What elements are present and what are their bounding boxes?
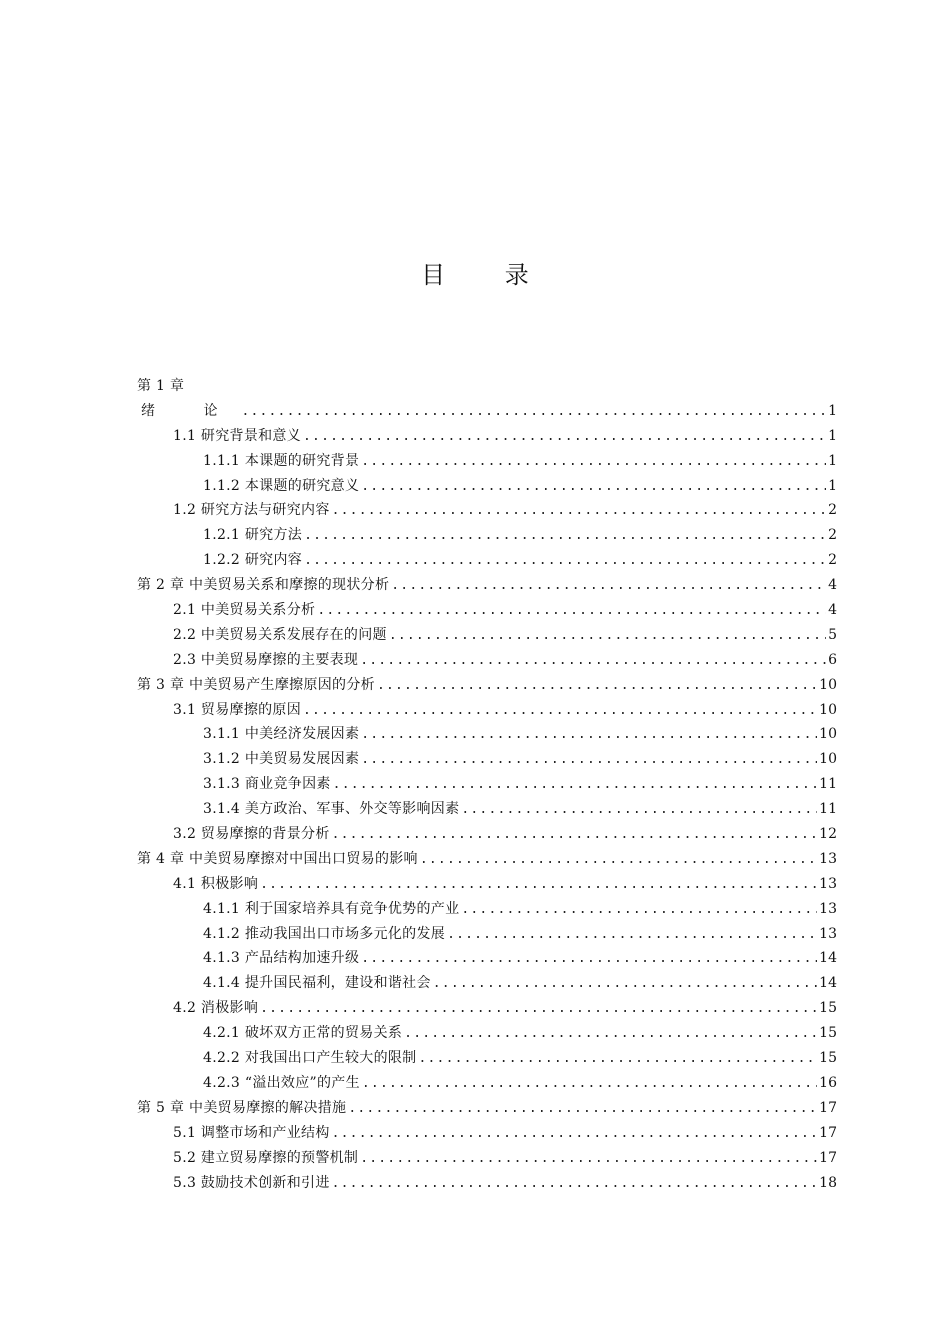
toc-page-number: 17: [819, 1099, 837, 1116]
toc-page-number: 13: [819, 900, 837, 917]
toc-entry[interactable]: [137, 424, 837, 449]
toc-page-number: 2: [828, 552, 837, 569]
toc-dot-leader: [303, 425, 826, 449]
toc-dot-leader: [447, 923, 817, 947]
toc-entry-label: 1.2 研究方法与研究内容: [173, 502, 330, 519]
toc-entry-label: 3.1.3 商业竞争因素: [203, 776, 331, 793]
toc-page-number: 13: [819, 875, 837, 892]
toc-page-number: 14: [819, 950, 837, 967]
toc-page-number: 14: [819, 975, 837, 992]
toc-page-number: 15: [819, 1025, 837, 1042]
toc-entry-label: 第 1 章: [137, 378, 185, 394]
toc-entry-label: 3.2 贸易摩擦的背景分析: [173, 826, 330, 843]
toc-entry[interactable]: [137, 996, 837, 1021]
toc-entry-label: 3.1.4 美方政治、军事、外交等影响因素: [203, 801, 460, 818]
toc-dot-leader: [332, 499, 826, 523]
table-of-contents: [137, 374, 837, 1195]
toc-entry-label: 2.3 中美贸易摩擦的主要表现: [173, 651, 359, 668]
toc-entry-label: 4.1.4 提升国民福利，建设和谐社会: [203, 975, 431, 992]
toc-entry[interactable]: [137, 946, 837, 971]
toc-page-number: 11: [819, 801, 837, 818]
toc-entry-label: 5.3 鼓励技术创新和引进: [173, 1174, 330, 1191]
toc-dot-leader: [332, 1122, 818, 1146]
toc-entry[interactable]: [137, 498, 837, 523]
toc-entry[interactable]: [137, 1146, 837, 1171]
toc-dot-leader: [361, 748, 817, 772]
toc-entry[interactable]: [137, 922, 837, 947]
toc-dot-leader: [348, 1097, 817, 1121]
toc-page-number: 4: [828, 602, 837, 619]
toc-page-number: 10: [819, 701, 837, 718]
toc-entry[interactable]: [137, 722, 837, 747]
toc-entry-label: 第 5 章 中美贸易摩擦的解决措施: [137, 1099, 347, 1116]
toc-page-number: 15: [819, 1000, 837, 1017]
toc-dot-leader: [361, 723, 817, 747]
toc-dot-leader: [303, 699, 817, 723]
toc-entry-label: 4.2.2 对我国出口产生较大的限制: [203, 1050, 417, 1067]
toc-page-number: 17: [819, 1124, 837, 1141]
toc-entry[interactable]: [137, 1121, 837, 1146]
toc-entry[interactable]: [137, 822, 837, 847]
toc-entry-label: 1.1.2 本课题的研究意义: [203, 477, 360, 494]
toc-page-number: 18: [819, 1174, 837, 1191]
toc-entry[interactable]: [137, 548, 837, 573]
toc-entry-label: 2.2 中美贸易关系发展存在的问题: [173, 626, 387, 643]
toc-page-number: 1: [828, 477, 837, 494]
toc-entry[interactable]: [137, 449, 837, 474]
toc-page-number: 17: [819, 1149, 837, 1166]
toc-entry-label: 1.2.1 研究方法: [203, 527, 303, 544]
toc-dot-leader: [433, 972, 817, 996]
toc-dot-leader: [304, 549, 826, 573]
toc-dot-leader: [260, 997, 817, 1021]
toc-dot-leader: [361, 947, 817, 971]
toc-dot-leader: [418, 1047, 817, 1071]
toc-entry[interactable]: [137, 747, 837, 772]
toc-entry-label: 1.1.1 本课题的研究背景: [203, 452, 360, 469]
toc-page-number: 10: [819, 676, 837, 693]
toc-page-number: 16: [819, 1074, 837, 1091]
toc-entry[interactable]: [137, 598, 837, 623]
toc-page-number: 2: [828, 527, 837, 544]
toc-entry-label: 第 2 章 中美贸易关系和摩擦的现状分析: [137, 577, 390, 594]
toc-entry[interactable]: [137, 1096, 837, 1121]
toc-dot-leader: [377, 674, 817, 698]
toc-entry[interactable]: [137, 1046, 837, 1071]
toc-page-number: 4: [828, 577, 837, 594]
toc-dot-leader: [361, 475, 826, 499]
toc-entry-label: 绪 论: [141, 402, 240, 419]
toc-entry-label: 2.1 中美贸易关系分析: [173, 602, 316, 619]
toc-entry-label: 4.1.2 推动我国出口市场多元化的发展: [203, 925, 446, 942]
toc-page-number: 13: [819, 925, 837, 942]
toc-dot-leader: [461, 898, 817, 922]
toc-page-number: 12: [819, 826, 837, 843]
toc-page-number: 6: [828, 651, 837, 668]
toc-entry[interactable]: [137, 971, 837, 996]
toc-dot-leader: [362, 1072, 817, 1096]
toc-entry[interactable]: [137, 673, 837, 698]
toc-dot-leader: [420, 848, 817, 872]
toc-entry[interactable]: [137, 623, 837, 648]
toc-dot-leader: [260, 873, 817, 897]
toc-entry-label: 4.2.3 “溢出效应”的产生: [203, 1074, 360, 1091]
toc-entry-label: 3.1.1 中美经济发展因素: [203, 726, 360, 743]
toc-dot-leader: [389, 624, 826, 648]
toc-dot-leader: [404, 1022, 817, 1046]
toc-entry-label: 3.1 贸易摩擦的原因: [173, 701, 302, 718]
toc-entry-label: 3.1.2 中美贸易发展因素: [203, 751, 360, 768]
toc-page-number: 13: [819, 850, 837, 867]
toc-dot-leader: [241, 400, 826, 424]
toc-dot-leader: [304, 524, 826, 548]
toc-dot-leader: [333, 773, 818, 797]
toc-dot-leader: [391, 574, 826, 598]
toc-entry[interactable]: [137, 399, 837, 424]
toc-dot-leader: [361, 450, 826, 474]
toc-entry[interactable]: [137, 374, 837, 399]
toc-entry[interactable]: [137, 648, 837, 673]
toc-entry[interactable]: [137, 897, 837, 922]
toc-entry-label: 第 4 章 中美贸易摩擦对中国出口贸易的影响: [137, 850, 418, 867]
toc-entry[interactable]: [137, 698, 837, 723]
toc-entry[interactable]: [137, 772, 837, 797]
toc-entry[interactable]: [137, 1071, 837, 1096]
toc-entry-label: 4.2 消极影响: [173, 1000, 259, 1017]
toc-entry[interactable]: [137, 474, 837, 499]
toc-entry[interactable]: [137, 797, 837, 822]
toc-entry[interactable]: [137, 573, 837, 598]
toc-entry-label: 5.2 建立贸易摩擦的预警机制: [173, 1149, 359, 1166]
toc-entry-label: 第 3 章 中美贸易产生摩擦原因的分析: [137, 676, 375, 693]
toc-dot-leader: [360, 649, 826, 673]
toc-page-number: 2: [828, 502, 837, 519]
toc-page-number: 1: [828, 452, 837, 469]
toc-entry-label: 5.1 调整市场和产业结构: [173, 1124, 330, 1141]
toc-entry-label: 1.2.2 研究内容: [203, 552, 303, 569]
toc-entry[interactable]: [137, 847, 837, 872]
toc-entry-label: 4.1 积极影响: [173, 875, 259, 892]
toc-entry[interactable]: [137, 1021, 837, 1046]
toc-entry[interactable]: [137, 523, 837, 548]
toc-page-number: 10: [819, 726, 837, 743]
toc-entry-label: 4.1.3 产品结构加速升级: [203, 950, 360, 967]
toc-dot-leader: [360, 1147, 817, 1171]
toc-entry-label: 1.1 研究背景和意义: [173, 427, 302, 444]
toc-dot-leader: [317, 599, 826, 623]
toc-page-number: 15: [819, 1050, 837, 1067]
toc-entry-label: 4.2.1 破坏双方正常的贸易关系: [203, 1025, 403, 1042]
toc-page-number: 5: [828, 626, 837, 643]
toc-page-number: 1: [828, 402, 837, 419]
toc-entry[interactable]: [137, 872, 837, 897]
page-title: 目 录: [421, 261, 555, 289]
toc-dot-leader: [461, 798, 817, 822]
toc-entry[interactable]: [137, 1171, 837, 1196]
toc-page-number: 10: [819, 751, 837, 768]
toc-entry-label: 4.1.1 利于国家培养具有竞争优势的产业: [203, 900, 460, 917]
toc-page-number: 11: [819, 776, 837, 793]
toc-dot-leader: [332, 1172, 818, 1196]
toc-page-number: 1: [828, 427, 837, 444]
toc-dot-leader: [332, 823, 818, 847]
